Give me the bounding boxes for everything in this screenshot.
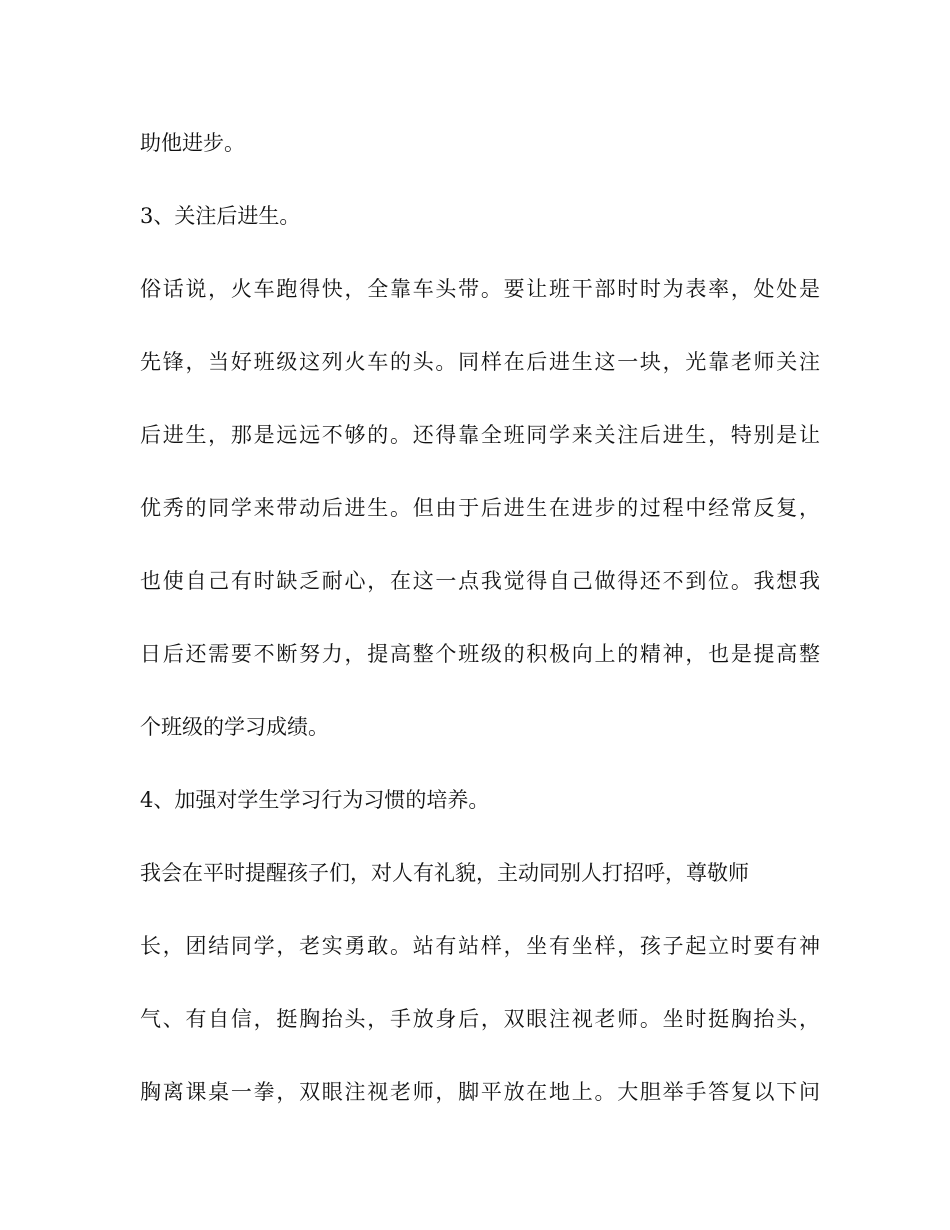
paragraph-line: 气、有自信，挺胸抬头，手放身后，双眼注视老师。坐时挺胸抬头， bbox=[140, 1007, 820, 1031]
paragraph-line: 后进生，那是远远不够的。还得靠全班同学来关注后进生，特别是让 bbox=[140, 423, 820, 447]
paragraph-line: 长，团结同学，老实勇敢。站有站样，坐有坐样，孩子起立时要有神 bbox=[140, 934, 820, 958]
paragraph-line: 俗话说，火车跑得快，全靠车头带。要让班干部时时为表率，处处是 bbox=[140, 277, 820, 301]
paragraph-line: 先锋，当好班级这列火车的头。同样在后进生这一块，光靠老师关注 bbox=[140, 350, 820, 374]
section-heading: 4、加强对学生学习行为习惯的培养。 bbox=[140, 788, 490, 812]
section-heading: 3、关注后进生。 bbox=[140, 204, 301, 228]
paragraph-line: 日后还需要不断努力，提高整个班级的积极向上的精神，也是提高整 bbox=[140, 642, 820, 666]
paragraph-line: 助他进步。 bbox=[140, 131, 245, 155]
paragraph-line: 优秀的同学来带动后进生。但由于后进生在进步的过程中经常反复， bbox=[140, 496, 820, 520]
paragraph-line: 我会在平时提醒孩子们，对人有礼貌，主动同别人打招呼，尊敬师 bbox=[140, 861, 749, 885]
paragraph-line: 胸离课桌一拳，双眼注视老师，脚平放在地上。大胆举手答复以下问 bbox=[140, 1080, 820, 1104]
paragraph-line: 也使自己有时缺乏耐心，在这一点我觉得自己做得还不到位。我想我 bbox=[140, 569, 820, 593]
paragraph-line: 个班级的学习成绩。 bbox=[140, 715, 329, 739]
